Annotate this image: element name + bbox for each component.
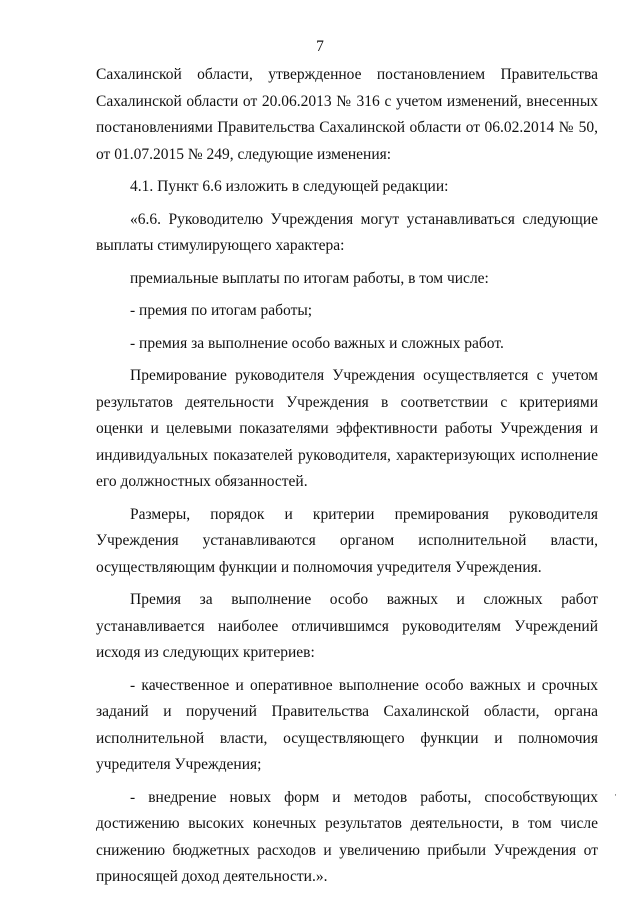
paragraph-bonus-criteria-intro: Премия за выполнение особо важных и сложных работ устанавливается наиболее отличившимся руководителям Учреждений исходя из следующих критериев: bbox=[96, 591, 598, 661]
scan-speck: · bbox=[614, 790, 617, 800]
list-item-bonus-results: - премия по итогам работы; bbox=[130, 302, 313, 319]
list-item-bonus-important-work: - премия за выполнение особо важных и сложных работ. bbox=[130, 334, 504, 352]
list-item-criterion-tasks: - качественное и оперативное выполнение особо важных и срочных заданий и поручений Правительства Сахалинской области, органа исполнительной власти, осуществляющего функции и полномочия учредителя Учреждения; bbox=[96, 676, 598, 773]
paragraph-intro: Сахалинской области, утвержденное постановлением Правительства Сахалинской области от 20.06.2013 № 316 с учетом изменений, внесенных постановлениями Правительства Сахалинской области от 06.02.2014 № 50, от 01.07.2015 № 249, следующие изменения: bbox=[96, 66, 598, 163]
list-item-criterion-innovation: - внедрение новых форм и методов работы, способствующих достижению высоких конечных результатов деятельности, в том числе снижению бюджетных расходов и увеличению прибыли Учреждения от приносящей доход деятельности.». bbox=[96, 788, 598, 885]
document-body bbox=[96, 62, 598, 897]
paragraph-bonus-authority: Размеры, порядок и критерии премирования руководителя Учреждения устанавливаются органом исполнительной власти, осуществляющим функции и полномочия учредителя Учреждения. bbox=[96, 505, 598, 576]
page-number: 7 bbox=[316, 38, 324, 55]
paragraph-bonus-basis: Премирование руководителя Учреждения осуществляется с учетом результатов деятельности Учреждения в соответствии с критериями оценки и целевыми показателями эффективности работы Учреждения и индивидуальных показателей руководителя, характеризующих исполнение его должностных обязанностей. bbox=[96, 367, 598, 490]
paragraph-bonus-types: премиальные выплаты по итогам работы, в том числе: bbox=[130, 269, 489, 287]
paragraph-item-4-1: 4.1. Пункт 6.6 изложить в следующей редакции: bbox=[130, 178, 449, 195]
paragraph-clause-6-6: «6.6. Руководителю Учреждения могут устанавливаться следующие выплаты стимулирующего характера: bbox=[96, 210, 598, 254]
